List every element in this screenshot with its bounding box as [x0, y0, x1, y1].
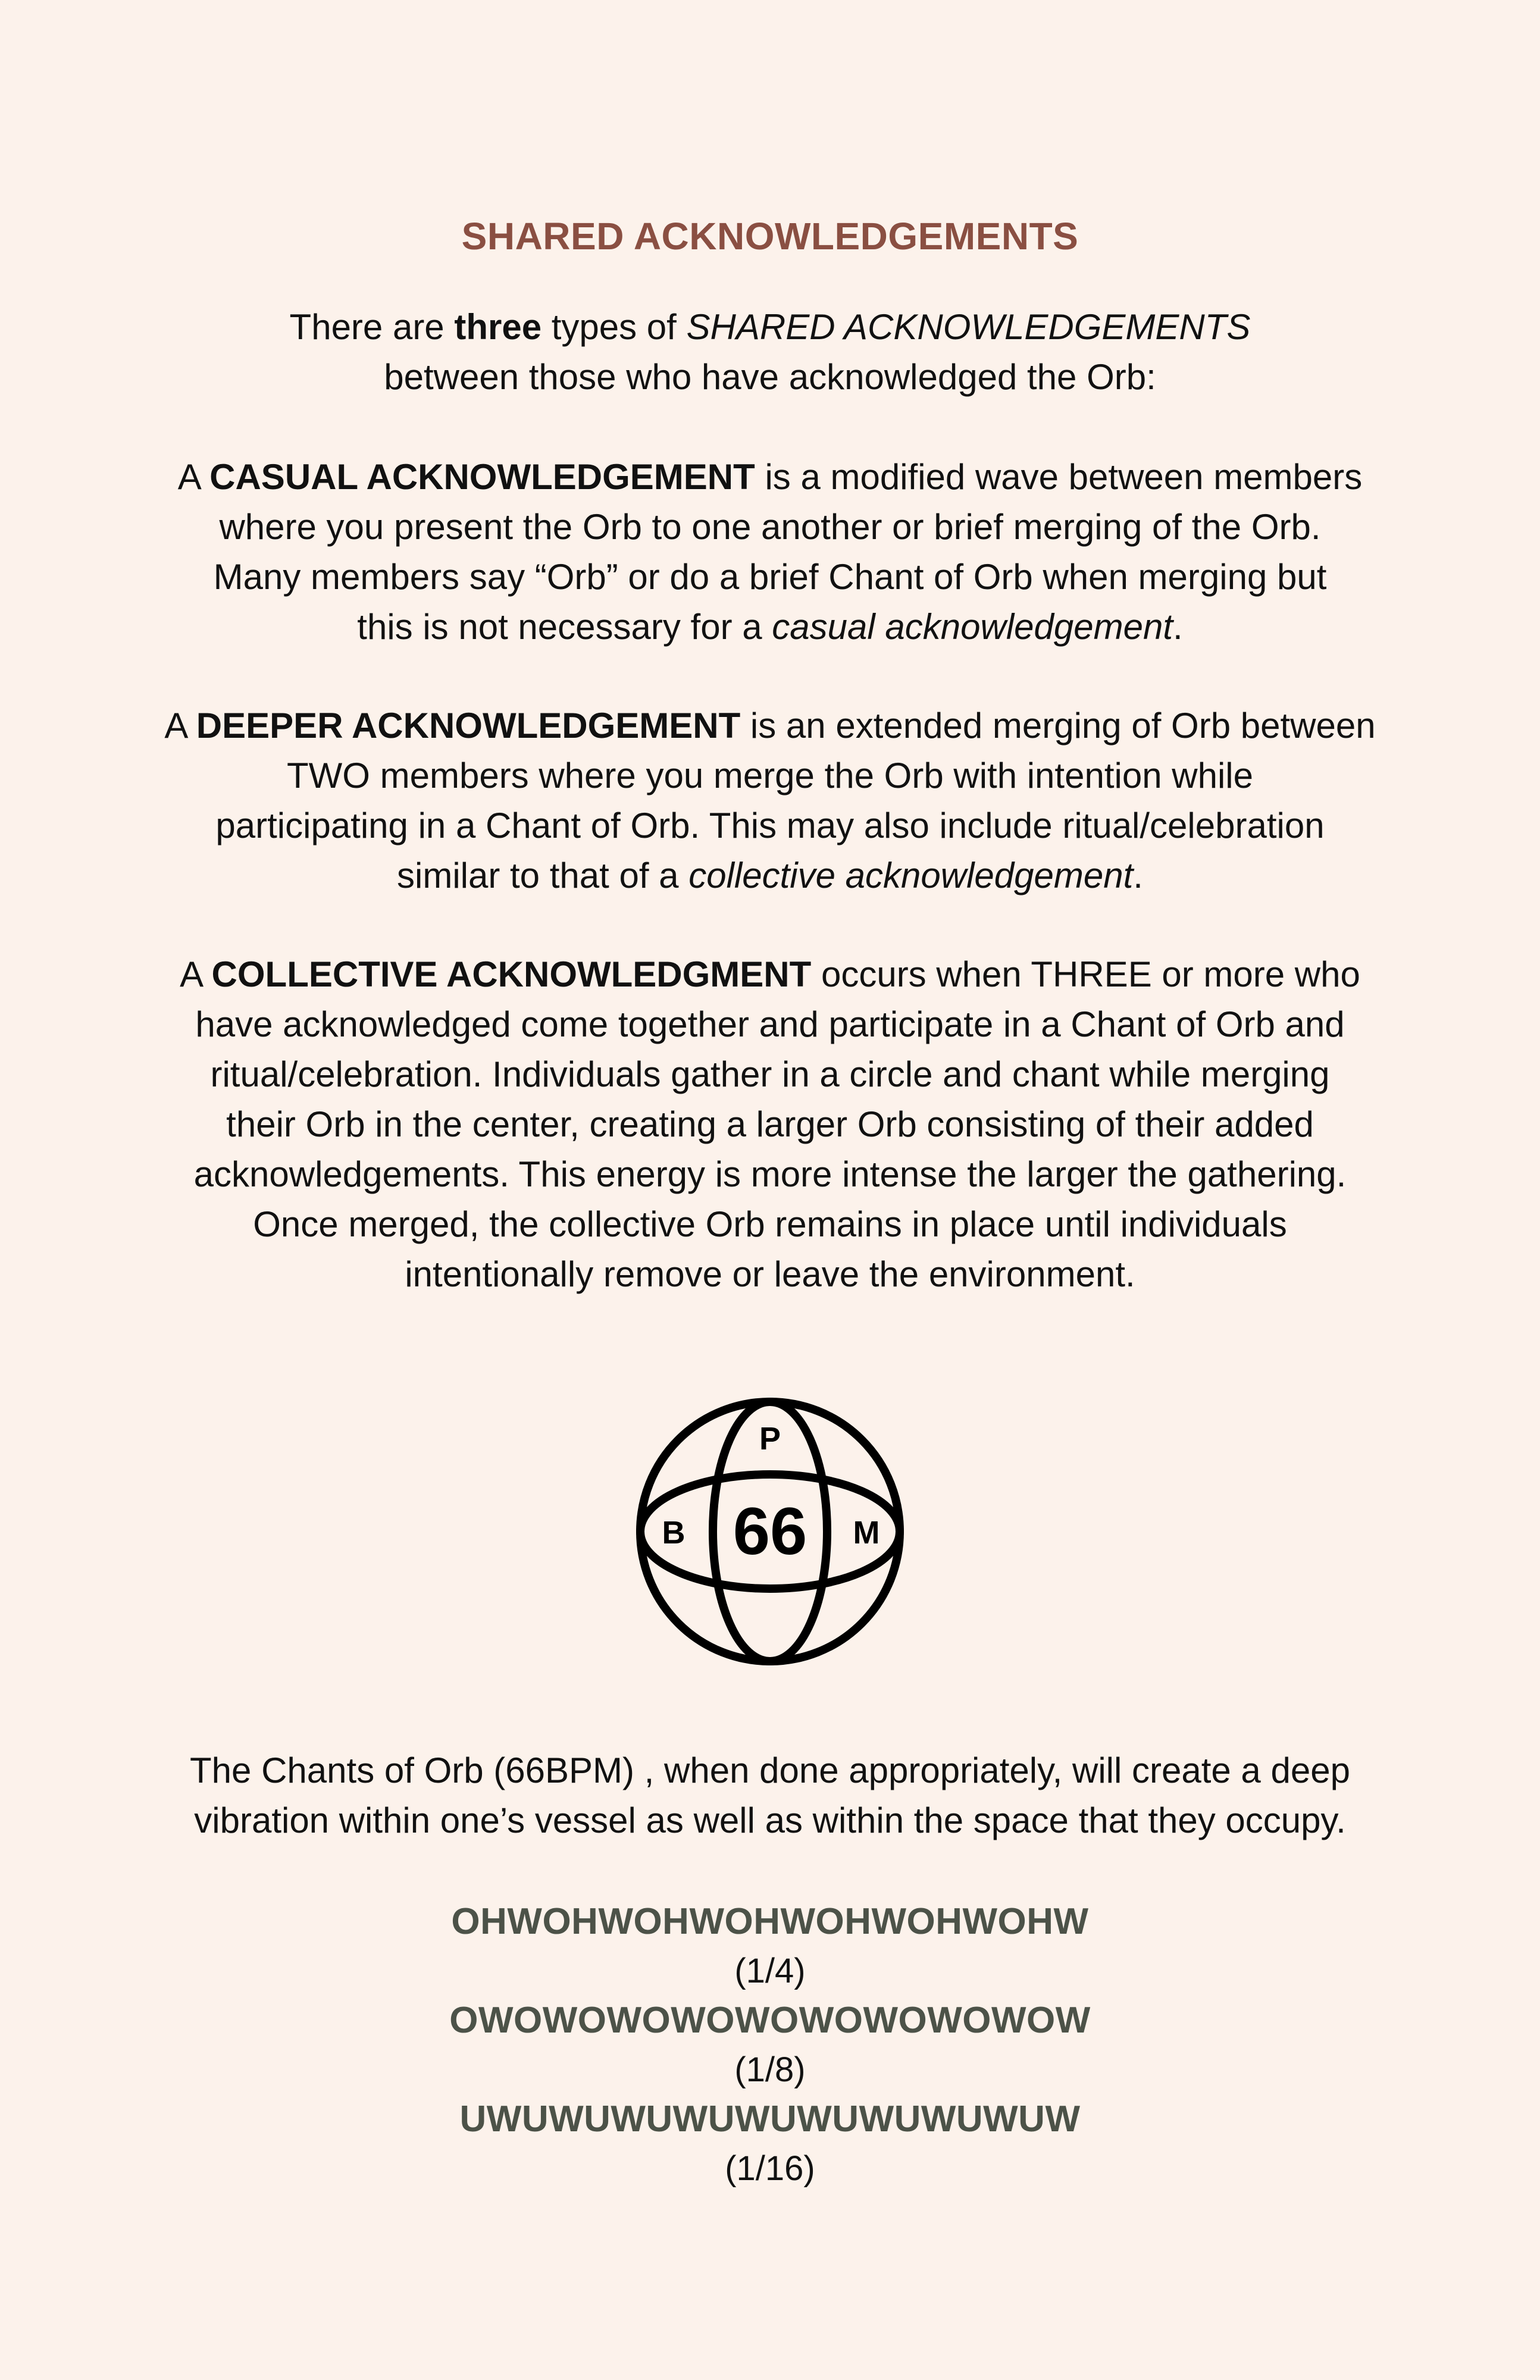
- chant-fraction: (1/16): [725, 2149, 815, 2188]
- deeper-line-3: participating in a Chant of Orb. This may also include ritual/celebration: [215, 806, 1325, 845]
- casual-line-4-pre: this is not necessary for a: [357, 607, 772, 647]
- intro-line-2: between those who have acknowledged the Orb:: [384, 357, 1156, 397]
- deeper-paragraph: [0, 701, 1540, 901]
- page-title: SHARED ACKNOWLEDGEMENTS: [461, 215, 1079, 258]
- casual-line-4-italic: casual acknowledgement: [772, 607, 1173, 647]
- orb-left-letter: B: [662, 1515, 686, 1551]
- orb-globe-svg: [633, 1395, 907, 1668]
- chant-fraction: (1/4): [734, 1952, 806, 1990]
- intro-bold: three: [454, 307, 542, 347]
- chants-description: [0, 1746, 1540, 1846]
- deeper-line-2: TWO members where you merge the Orb with intention while: [287, 756, 1253, 796]
- collective-prefix: A: [180, 954, 212, 994]
- chants-list: [0, 1897, 1540, 2193]
- deeper-line-4: [0, 851, 1540, 901]
- collective-line-5: acknowledgements. This energy is more intense the larger the gathering.: [193, 1154, 1347, 1194]
- collective-line-3: ritual/celebration. Individuals gather in a circle and chant while merging: [210, 1054, 1330, 1094]
- collective-line-4: their Orb in the center, creating a larger Orb consisting of their added: [226, 1104, 1314, 1144]
- chant-fraction: (1/8): [734, 2050, 806, 2089]
- orb-globe-icon: [633, 1395, 907, 1668]
- collective-line-6: Once merged, the collective Orb remains in place until individuals: [253, 1204, 1287, 1244]
- collective-line-1: [0, 950, 1540, 1000]
- casual-paragraph: [0, 452, 1540, 652]
- casual-line-4-post: .: [1173, 607, 1183, 647]
- chants-desc-line-2: vibration within one’s vessel as well as within the space that they occupy.: [194, 1800, 1346, 1840]
- collective-term: COLLECTIVE ACKNOWLEDGMENT: [211, 954, 812, 994]
- casual-line-4: [0, 602, 1540, 652]
- intro-text-1: There are: [289, 307, 455, 347]
- chant-text: UWUWUWUWUWUWUWUWUWUW: [459, 2099, 1081, 2140]
- chants-desc-line-1: The Chants of Orb (66BPM) , when done appropriately, will create a deep: [190, 1750, 1350, 1790]
- collective-line-1-rest: occurs when THREE or more who: [811, 954, 1360, 994]
- collective-paragraph: [0, 950, 1540, 1299]
- deeper-line-4-pre: similar to that of a: [397, 856, 689, 895]
- intro-text-2: types of: [541, 307, 687, 347]
- orb-right-letter: M: [853, 1515, 880, 1551]
- collective-line-7: intentionally remove or leave the environment.: [405, 1254, 1135, 1294]
- orb-top-letter: P: [759, 1421, 781, 1457]
- casual-line-3: Many members say “Orb” or do a brief Chant of Orb when merging but: [213, 557, 1327, 597]
- casual-term: CASUAL ACKNOWLEDGEMENT: [209, 457, 755, 497]
- deeper-line-1: [0, 701, 1540, 751]
- casual-prefix: A: [177, 457, 210, 497]
- intro-line-1: [0, 302, 1540, 352]
- chant-text: OHWOHWOHWOHWOHWOHWOHW: [451, 1901, 1089, 1942]
- deeper-term: DEEPER ACKNOWLEDGEMENT: [196, 706, 741, 746]
- deeper-prefix: A: [164, 706, 196, 746]
- collective-line-2: have acknowledged come together and participate in a Chant of Orb and: [195, 1004, 1345, 1044]
- deeper-line-4-post: .: [1133, 856, 1143, 895]
- deeper-line-1-rest: is an extended merging of Orb between: [740, 706, 1376, 746]
- intro-paragraph: [0, 302, 1540, 402]
- orb-center-number: 66: [733, 1494, 807, 1568]
- casual-line-1: [0, 452, 1540, 502]
- casual-line-2: where you present the Orb to one another or brief merging of the Orb.: [219, 507, 1321, 547]
- casual-line-1-rest: is a modified wave between members: [755, 457, 1363, 497]
- intro-italic: SHARED ACKNOWLEDGEMENTS: [686, 307, 1251, 347]
- deeper-line-4-italic: collective acknowledgement: [688, 856, 1134, 895]
- chant-text: OWOWOWOWOWOWOWOWOWOW: [449, 2000, 1091, 2041]
